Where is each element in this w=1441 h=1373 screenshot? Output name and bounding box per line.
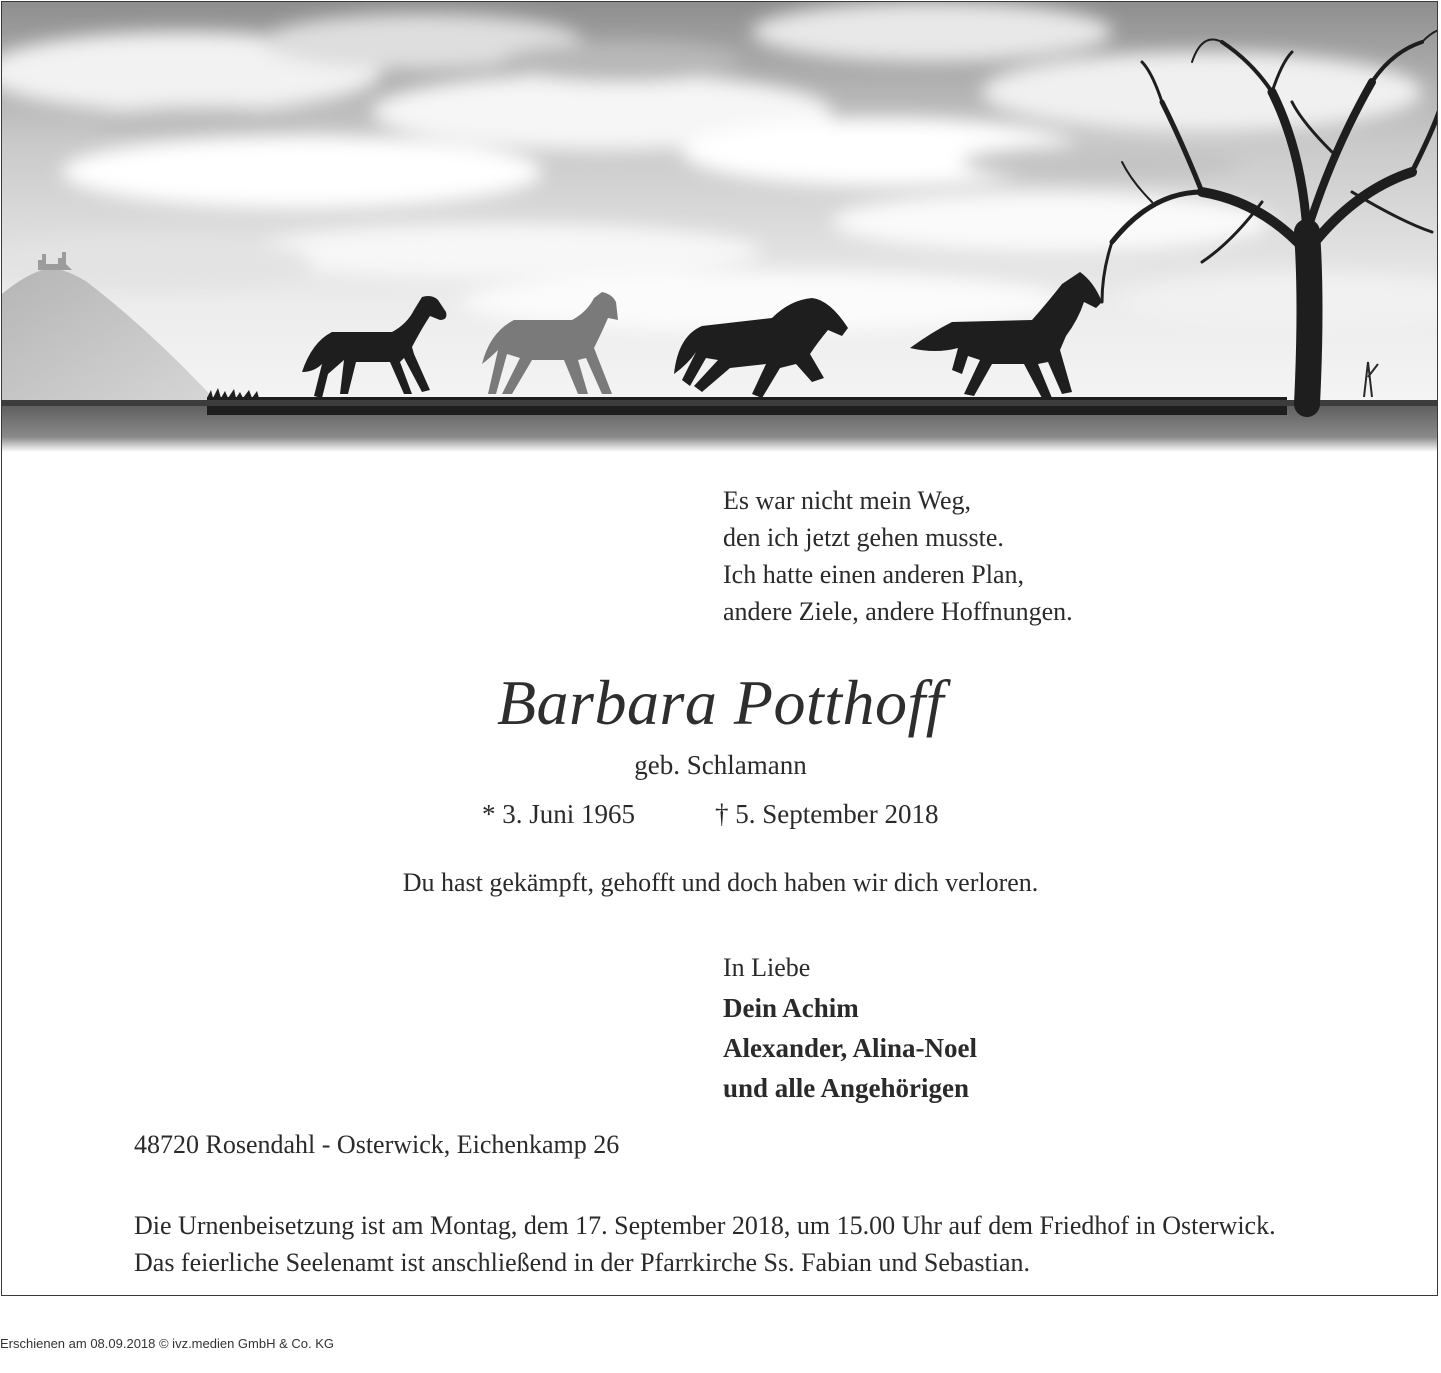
service-line: Die Urnenbeisetzung ist am Montag, dem 17. September 2018, um 15.00 Uhr auf dem Friedhof in Osterwick. xyxy=(134,1211,1276,1240)
family-address: 48720 Rosendahl - Osterwick, Eichenkamp 26 xyxy=(134,1130,620,1159)
mourner-name: Alexander, Alina-Noel xyxy=(723,1033,978,1063)
horses-landscape-illustration xyxy=(2,2,1438,452)
poem-line: andere Ziele, andere Hoffnungen. xyxy=(723,597,1073,626)
mourners-signoff xyxy=(723,948,977,1108)
poem-line: Es war nicht mein Weg, xyxy=(723,486,971,515)
birth-date: * 3. Juni 1965 xyxy=(482,799,636,829)
mourner-name: und alle Angehörigen xyxy=(723,1073,970,1103)
poem-verse xyxy=(723,482,1073,630)
poem-line: den ich jetzt gehen musste. xyxy=(723,523,1004,552)
signoff-intro: In Liebe xyxy=(723,953,811,982)
landscape-banner-image xyxy=(2,2,1438,452)
funeral-service-info xyxy=(134,1207,1276,1281)
mourner-name: Dein Achim xyxy=(723,993,859,1023)
poem-line: Ich hatte einen anderen Plan, xyxy=(723,560,1025,589)
publication-footer: Erschienen am 08.09.2018 © ivz.medien GmbH & Co. KG xyxy=(0,1336,335,1351)
death-date: † 5. September 2018 xyxy=(715,799,939,829)
memorial-quote: Du hast gekämpft, gehofft und doch haben wir dich verloren. xyxy=(402,868,1039,897)
service-line: Das feierliche Seelenamt ist anschließend in der Pfarrkirche Ss. Fabian und Sebastian. xyxy=(134,1248,1031,1277)
maiden-name: geb. Schlamann xyxy=(634,750,807,780)
deceased-name: Barbara Potthoff xyxy=(496,667,945,738)
obituary-notice xyxy=(1,1,1438,1296)
